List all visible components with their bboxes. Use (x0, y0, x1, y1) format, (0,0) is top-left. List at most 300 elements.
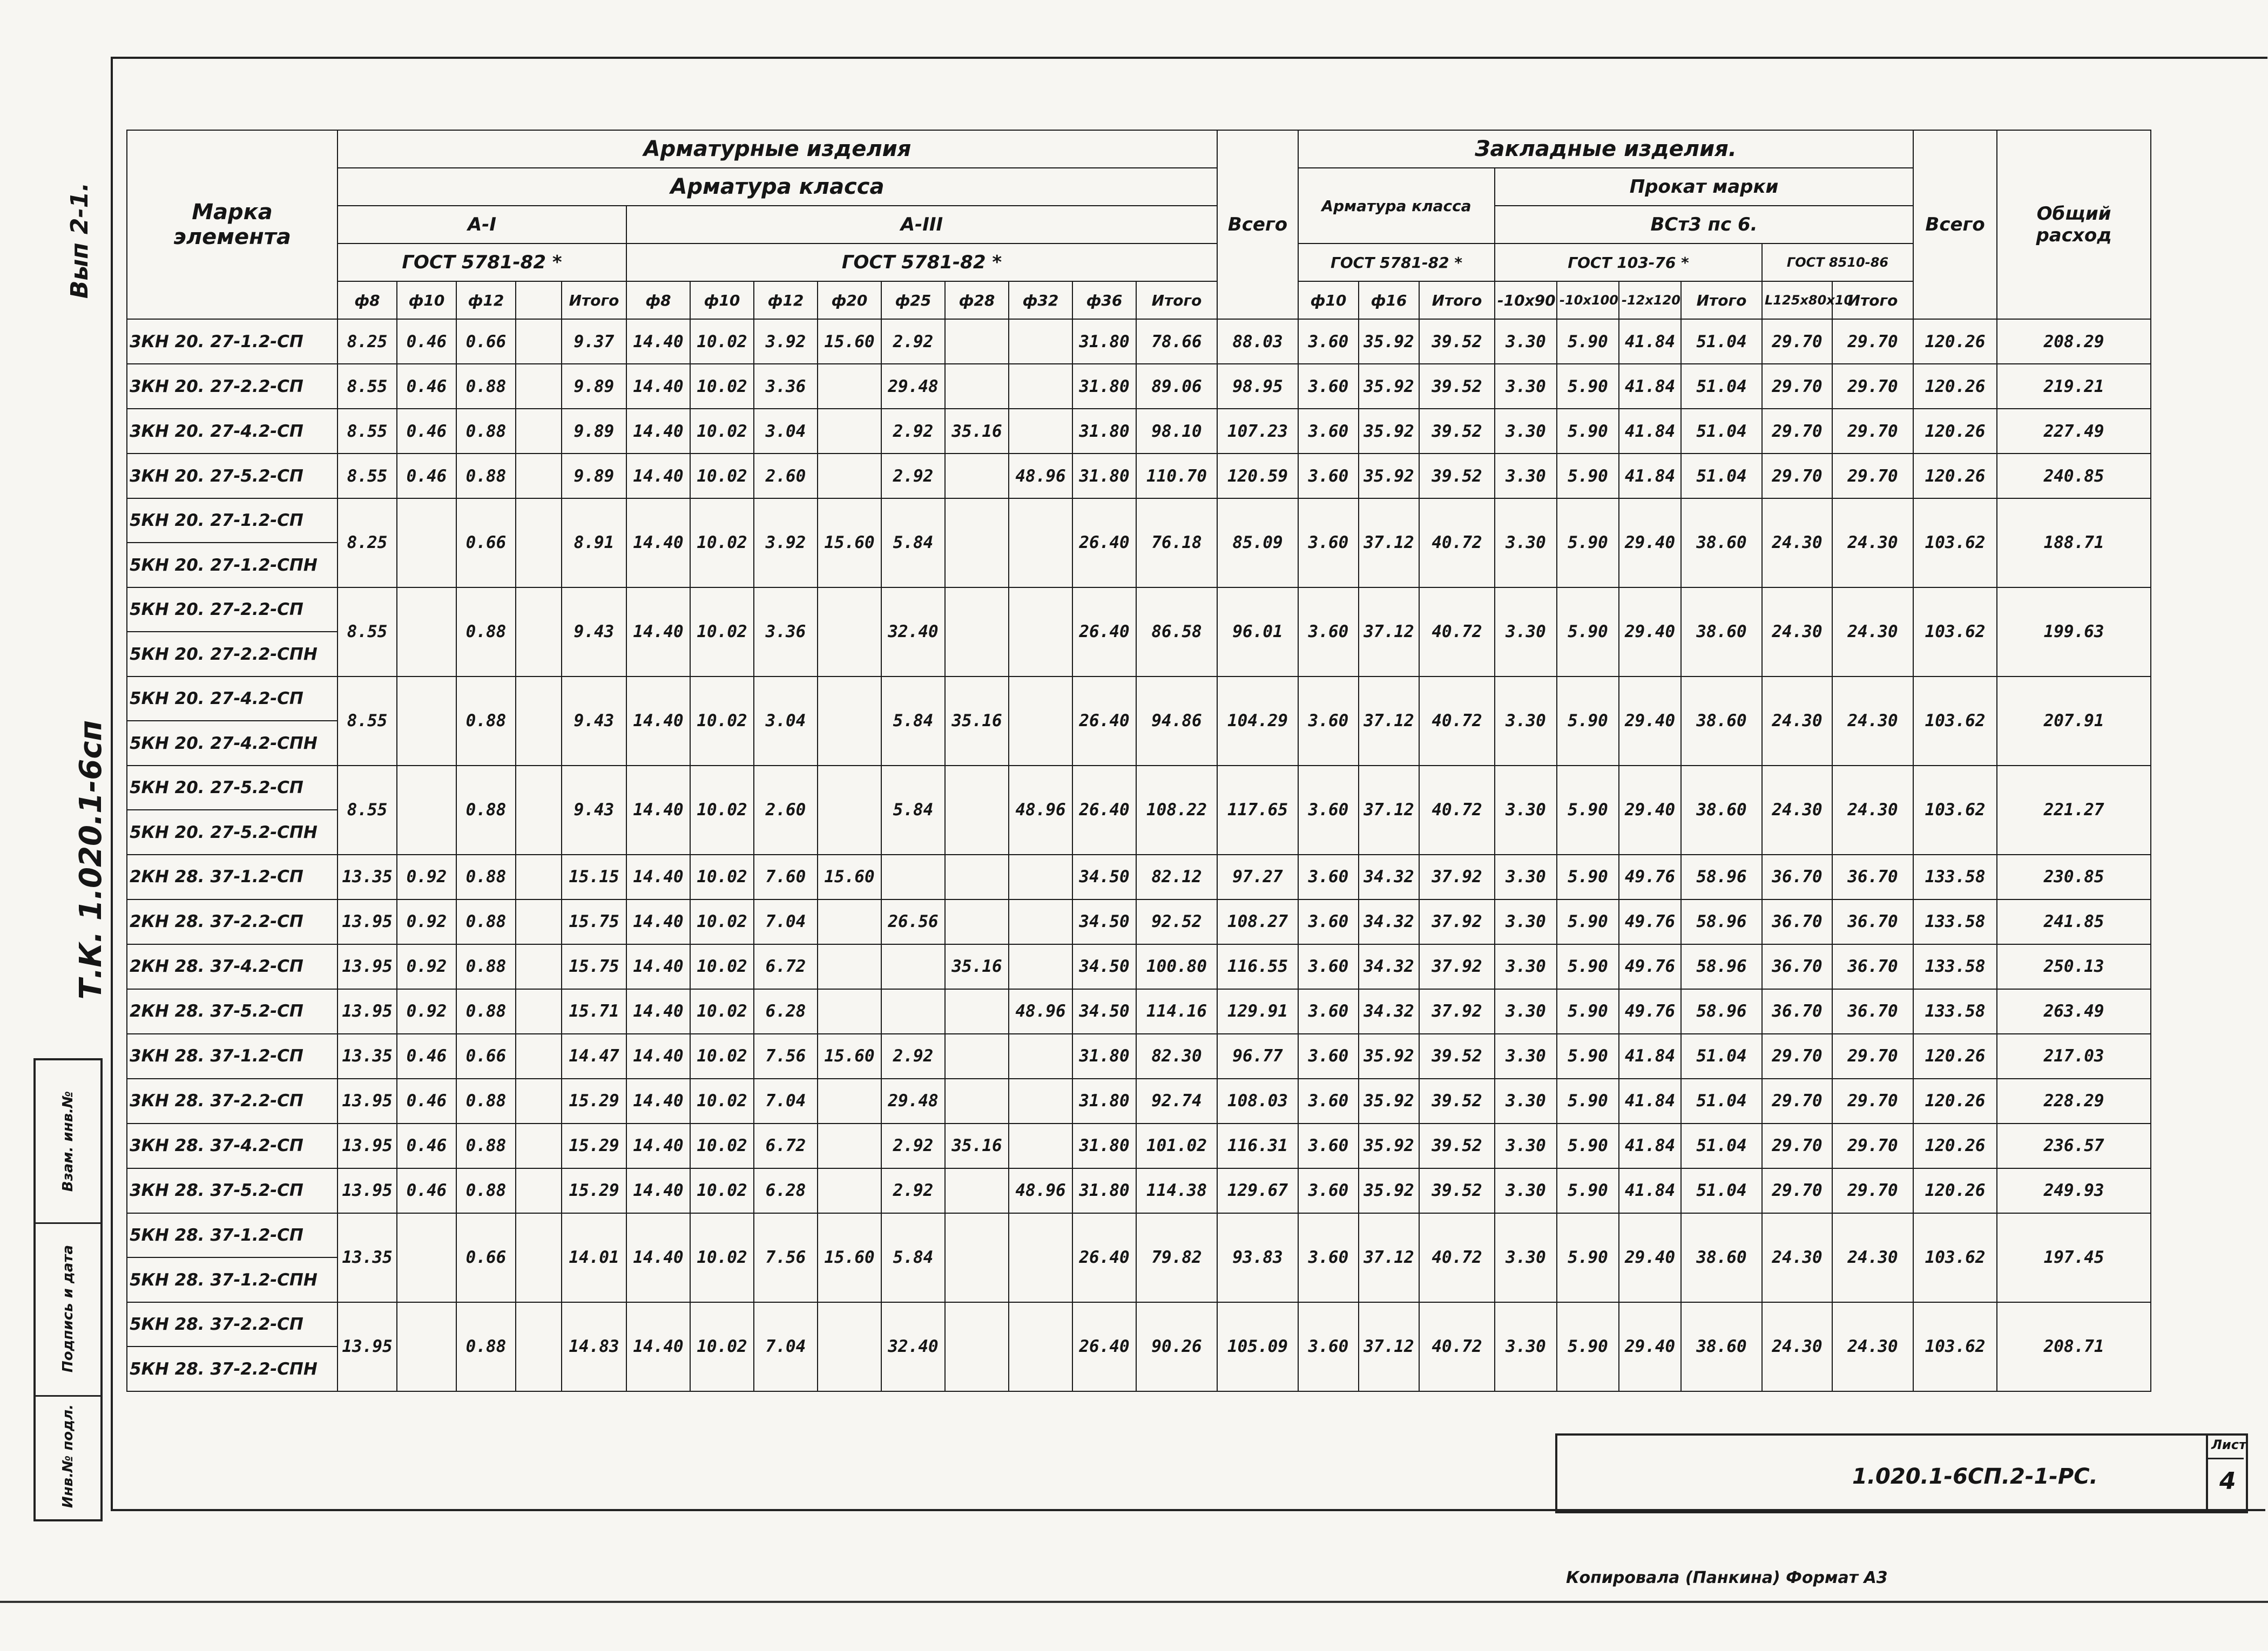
table-row (127, 587, 2151, 632)
table-cell: 41.84 (1619, 1168, 1681, 1213)
table-cell: 0.88 (456, 1168, 516, 1213)
element-mark: 5КН 28. 37-2.2-СПН (127, 1346, 338, 1391)
table-cell: 29.70 (1762, 1124, 1832, 1168)
stamp-text: Инв.№ подл. (60, 1404, 77, 1508)
table-cell: 5.90 (1557, 1302, 1619, 1391)
series-label: Т.К. 1.020.1-6сп (73, 720, 109, 1000)
table-cell: 82.12 (1136, 855, 1217, 899)
table-cell: 14.40 (626, 676, 690, 766)
trim-line (0, 1601, 2268, 1603)
table-cell: 29.70 (1832, 319, 1913, 364)
sub-col-header: ф16 (1359, 281, 1419, 319)
table-cell: 0.88 (456, 364, 516, 409)
sub-col-header: ф10 (397, 281, 456, 319)
table-cell: 10.02 (690, 989, 754, 1034)
table-cell: 5.84 (881, 676, 945, 766)
table-cell: 208.71 (1997, 1302, 2151, 1391)
table-cell: 51.04 (1681, 409, 1762, 454)
table-cell: 108.27 (1217, 899, 1298, 944)
header-rebar-products: Арматурные изделия (338, 130, 1217, 168)
table-cell: 5.84 (881, 1213, 945, 1302)
table-cell: 3.30 (1495, 319, 1557, 364)
table-cell (881, 855, 945, 899)
table-cell: 39.52 (1419, 1034, 1495, 1079)
element-mark: 5КН 20. 27-1.2-СПН (127, 543, 338, 587)
table-cell: 14.47 (562, 1034, 626, 1079)
table-cell: 37.12 (1359, 676, 1419, 766)
table-cell: 13.95 (338, 944, 397, 989)
table-cell (516, 409, 562, 454)
table-cell (516, 1213, 562, 1302)
header-embedded: Закладные изделия. (1298, 130, 1913, 168)
table-cell: 26.40 (1072, 1213, 1136, 1302)
table-cell (516, 855, 562, 899)
table-cell: 103.62 (1913, 1302, 1997, 1391)
table-cell: 116.31 (1217, 1124, 1298, 1168)
table-cell: 0.46 (397, 1124, 456, 1168)
table-cell: 207.91 (1997, 676, 2151, 766)
document-code: 1.020.1-6СП.2-1-РС. (1852, 1464, 2098, 1489)
table-cell: 5.90 (1557, 454, 1619, 498)
table-cell: 0.88 (456, 1079, 516, 1124)
table-cell: 41.84 (1619, 409, 1681, 454)
table-cell: 3.30 (1495, 1079, 1557, 1124)
table-cell (1009, 319, 1072, 364)
table-cell: 40.72 (1419, 766, 1495, 855)
table-cell: 5.90 (1557, 899, 1619, 944)
table-cell: 117.65 (1217, 766, 1298, 855)
table-cell: 36.70 (1832, 944, 1913, 989)
table-cell: 15.75 (562, 899, 626, 944)
table-cell: 35.92 (1359, 364, 1419, 409)
table-cell (516, 454, 562, 498)
element-mark: 5КН 20. 27-4.2-СП (127, 676, 338, 721)
table-row (127, 676, 2151, 721)
table-cell (945, 855, 1009, 899)
table-cell: 35.16 (945, 1124, 1009, 1168)
table-cell: 40.72 (1419, 587, 1495, 676)
table-cell: 241.85 (1997, 899, 2151, 944)
table-cell: 14.40 (626, 899, 690, 944)
table-cell: 24.30 (1762, 1213, 1832, 1302)
table-cell: 94.86 (1136, 676, 1217, 766)
table-cell (516, 319, 562, 364)
table-cell: 36.70 (1832, 899, 1913, 944)
sub-column-headers (127, 281, 2151, 319)
table-cell: 208.29 (1997, 319, 2151, 364)
table-cell: 120.26 (1913, 319, 1997, 364)
table-row (127, 1079, 2151, 1124)
approval-stamp (33, 1058, 103, 1521)
table-cell: 7.56 (754, 1213, 818, 1302)
table-cell: 26.40 (1072, 766, 1136, 855)
table-cell: 40.72 (1419, 498, 1495, 587)
table-cell: 48.96 (1009, 766, 1072, 855)
table-cell: 3.30 (1495, 899, 1557, 944)
table-cell (397, 1213, 456, 1302)
table-cell: 0.88 (456, 587, 516, 676)
table-cell: 15.15 (562, 855, 626, 899)
table-cell: 40.72 (1419, 1213, 1495, 1302)
table-cell: 39.52 (1419, 364, 1495, 409)
table-cell: 78.66 (1136, 319, 1217, 364)
table-cell: 2.60 (754, 454, 818, 498)
element-mark: 5КН 20. 27-4.2-СПН (127, 721, 338, 765)
table-cell (818, 944, 881, 989)
table-cell: 39.52 (1419, 409, 1495, 454)
table-cell: 14.40 (626, 1213, 690, 1302)
table-cell (516, 587, 562, 676)
col-header-mark: Марка элемента (127, 130, 338, 319)
table-cell (397, 676, 456, 766)
table-cell: 31.80 (1072, 454, 1136, 498)
table-cell: 8.55 (338, 454, 397, 498)
element-mark: 2КН 28. 37-1.2-СП (127, 855, 338, 899)
table-cell: 96.77 (1217, 1034, 1298, 1079)
table-cell: 35.92 (1359, 1168, 1419, 1213)
table-cell: 26.40 (1072, 676, 1136, 766)
table-cell: 120.26 (1913, 1168, 1997, 1213)
table-cell: 36.70 (1832, 989, 1913, 1034)
table-cell: 8.55 (338, 409, 397, 454)
table-cell: 41.84 (1619, 319, 1681, 364)
table-cell: 38.60 (1681, 766, 1762, 855)
sub-col-header: ф32 (1009, 281, 1072, 319)
element-mark: 5КН 20. 27-5.2-СП (127, 766, 338, 810)
table-row (127, 1124, 2151, 1168)
table-cell: 103.62 (1913, 676, 1997, 766)
table-cell: 3.60 (1298, 899, 1359, 944)
table-cell: 0.88 (456, 1124, 516, 1168)
table-cell: 29.70 (1762, 319, 1832, 364)
table-cell: 31.80 (1072, 1168, 1136, 1213)
table-cell: 3.30 (1495, 1034, 1557, 1079)
table-cell: 3.30 (1495, 1168, 1557, 1213)
table-cell: 10.02 (690, 766, 754, 855)
table-cell: 24.30 (1832, 766, 1913, 855)
table-cell: 101.02 (1136, 1124, 1217, 1168)
table-cell: 35.92 (1359, 1124, 1419, 1168)
table-cell: 14.40 (626, 319, 690, 364)
table-cell: 5.90 (1557, 409, 1619, 454)
table-cell: 3.30 (1495, 1302, 1557, 1391)
table-cell: 34.50 (1072, 855, 1136, 899)
table-cell: 24.30 (1832, 1213, 1913, 1302)
table-cell: 2.92 (881, 409, 945, 454)
table-cell: 6.72 (754, 944, 818, 989)
sheet-label: Лист (2211, 1437, 2246, 1452)
table-cell: 7.56 (754, 1034, 818, 1079)
sub-col-header (516, 281, 562, 319)
table-cell: 90.26 (1136, 1302, 1217, 1391)
table-cell: 26.40 (1072, 498, 1136, 587)
table-cell: 24.30 (1832, 1302, 1913, 1391)
table-cell: 39.52 (1419, 319, 1495, 364)
table-cell: 10.02 (690, 454, 754, 498)
sub-col-header: ф36 (1072, 281, 1136, 319)
table-cell: 3.30 (1495, 676, 1557, 766)
table-cell: 38.60 (1681, 587, 1762, 676)
table-cell: 3.30 (1495, 1124, 1557, 1168)
table-cell: 7.04 (754, 899, 818, 944)
table-cell (818, 409, 881, 454)
table-cell: 197.45 (1997, 1213, 2151, 1302)
table-cell (945, 498, 1009, 587)
table-cell: 49.76 (1619, 989, 1681, 1034)
table-cell: 10.02 (690, 944, 754, 989)
table-cell: 98.10 (1136, 409, 1217, 454)
table-cell: 13.95 (338, 1302, 397, 1391)
table-cell: 29.40 (1619, 498, 1681, 587)
col-header-overall: Общий расход (1997, 130, 2151, 319)
table-cell: 3.30 (1495, 1213, 1557, 1302)
table-cell: 29.48 (881, 1079, 945, 1124)
table-cell (1009, 899, 1072, 944)
table-cell: 32.40 (881, 1302, 945, 1391)
table-cell: 15.29 (562, 1124, 626, 1168)
table-cell: 108.03 (1217, 1079, 1298, 1124)
table-cell: 0.92 (397, 989, 456, 1034)
table-cell: 3.30 (1495, 498, 1557, 587)
table-row (127, 364, 2151, 409)
table-cell: 97.27 (1217, 855, 1298, 899)
table-cell: 24.30 (1762, 1302, 1832, 1391)
table-cell: 48.96 (1009, 454, 1072, 498)
table-cell (818, 1168, 881, 1213)
stamp-text: Взам. инв.№ (60, 1091, 77, 1192)
table-cell: 0.88 (456, 409, 516, 454)
table-cell: 29.70 (1762, 364, 1832, 409)
table-cell: 3.30 (1495, 766, 1557, 855)
table-cell: 9.89 (562, 364, 626, 409)
table-cell: 31.80 (1072, 1034, 1136, 1079)
table-cell: 3.30 (1495, 454, 1557, 498)
sheet-box-divider (2206, 1433, 2208, 1509)
header-gost-103: ГОСТ 103-76 * (1495, 243, 1762, 281)
table-cell: 5.90 (1557, 676, 1619, 766)
table-cell: 29.40 (1619, 1213, 1681, 1302)
table-cell: 5.90 (1557, 766, 1619, 855)
table-cell: 263.49 (1997, 989, 2151, 1034)
table-cell: 108.22 (1136, 766, 1217, 855)
stamp-cell-replace (36, 1060, 100, 1224)
table-cell: 86.58 (1136, 587, 1217, 676)
element-mark: 3КН 20. 27-2.2-СП (127, 364, 338, 409)
table-cell: 249.93 (1997, 1168, 2151, 1213)
table-cell: 228.29 (1997, 1079, 2151, 1124)
table-cell (881, 989, 945, 1034)
header-gost-a3: ГОСТ 5781-82 * (626, 243, 1217, 281)
table-cell: 15.60 (818, 855, 881, 899)
table-cell: 34.32 (1359, 944, 1419, 989)
sub-col-header: ф20 (818, 281, 881, 319)
table-cell: 51.04 (1681, 1124, 1762, 1168)
table-cell: 51.04 (1681, 319, 1762, 364)
table-cell: 10.02 (690, 319, 754, 364)
table-cell: 29.48 (881, 364, 945, 409)
table-cell: 10.02 (690, 1124, 754, 1168)
table-cell: 2.92 (881, 454, 945, 498)
table-cell: 14.40 (626, 454, 690, 498)
table-cell: 89.06 (1136, 364, 1217, 409)
table-cell: 58.96 (1681, 989, 1762, 1034)
table-cell: 0.88 (456, 766, 516, 855)
table-row (127, 944, 2151, 989)
table-cell (1009, 944, 1072, 989)
table-cell: 114.16 (1136, 989, 1217, 1034)
table-cell: 39.52 (1419, 1079, 1495, 1124)
table-cell (818, 899, 881, 944)
table-cell: 14.40 (626, 1302, 690, 1391)
table-cell: 120.26 (1913, 364, 1997, 409)
table-cell (945, 587, 1009, 676)
table-cell (1009, 1079, 1072, 1124)
table-cell: 0.46 (397, 1079, 456, 1124)
table-cell: 15.29 (562, 1168, 626, 1213)
table-cell: 129.91 (1217, 989, 1298, 1034)
table-cell: 8.55 (338, 676, 397, 766)
table-cell: 120.26 (1913, 409, 1997, 454)
table-cell (397, 498, 456, 587)
table-cell: 29.70 (1832, 1034, 1913, 1079)
table-cell: 5.90 (1557, 1034, 1619, 1079)
table-cell: 38.60 (1681, 676, 1762, 766)
table-cell: 3.04 (754, 409, 818, 454)
table-cell: 0.46 (397, 409, 456, 454)
table-cell: 2.60 (754, 766, 818, 855)
table-cell: 3.30 (1495, 944, 1557, 989)
table-cell: 8.91 (562, 498, 626, 587)
table-cell: 3.60 (1298, 409, 1359, 454)
col-header-emb-total: Всего (1913, 130, 1997, 319)
table-cell: 51.04 (1681, 1079, 1762, 1124)
table-cell: 0.46 (397, 1034, 456, 1079)
table-cell: 29.70 (1832, 1168, 1913, 1213)
table-row (127, 989, 2151, 1034)
table-cell: 10.02 (690, 587, 754, 676)
table-cell: 6.72 (754, 1124, 818, 1168)
table-cell: 38.60 (1681, 1302, 1762, 1391)
table-cell: 24.30 (1762, 498, 1832, 587)
table-row (127, 766, 2151, 810)
table-cell: 48.96 (1009, 989, 1072, 1034)
table-cell: 13.95 (338, 1079, 397, 1124)
sub-col-header: ф25 (881, 281, 945, 319)
table-cell: 100.80 (1136, 944, 1217, 989)
table-cell: 9.89 (562, 409, 626, 454)
table-cell: 3.60 (1298, 944, 1359, 989)
header-gost-8510: ГОСТ 8510-86 (1762, 243, 1913, 281)
table-cell (516, 766, 562, 855)
table-cell (945, 1034, 1009, 1079)
table-cell (516, 989, 562, 1034)
table-cell: 0.66 (456, 498, 516, 587)
table-cell: 35.16 (945, 676, 1009, 766)
table-cell: 36.70 (1762, 899, 1832, 944)
table-cell: 35.92 (1359, 409, 1419, 454)
table-cell: 217.03 (1997, 1034, 2151, 1079)
table-cell: 9.43 (562, 587, 626, 676)
table-cell: 3.30 (1495, 587, 1557, 676)
table-cell: 3.60 (1298, 989, 1359, 1034)
table-cell: 35.92 (1359, 454, 1419, 498)
table-cell: 24.30 (1832, 587, 1913, 676)
table-cell (1009, 1302, 1072, 1391)
table-cell: 14.40 (626, 364, 690, 409)
table-cell: 103.62 (1913, 1213, 1997, 1302)
table-cell: 10.02 (690, 498, 754, 587)
table-cell: 3.04 (754, 676, 818, 766)
element-mark: 3КН 28. 37-5.2-СП (127, 1168, 338, 1213)
table-cell: 0.88 (456, 944, 516, 989)
table-cell: 5.84 (881, 498, 945, 587)
table-cell (945, 989, 1009, 1034)
table-cell: 7.04 (754, 1302, 818, 1391)
sub-col-header: Итого (1419, 281, 1495, 319)
table-cell: 2.92 (881, 1034, 945, 1079)
table-cell: 24.30 (1762, 587, 1832, 676)
table-cell: 3.30 (1495, 855, 1557, 899)
table-cell: 0.88 (456, 989, 516, 1034)
table-row (127, 1034, 2151, 1079)
table-row (127, 1168, 2151, 1213)
table-cell: 38.60 (1681, 498, 1762, 587)
table-cell: 250.13 (1997, 944, 2151, 989)
table-cell: 3.60 (1298, 1124, 1359, 1168)
table-cell: 38.60 (1681, 1213, 1762, 1302)
table-cell (945, 319, 1009, 364)
table-cell: 5.90 (1557, 1124, 1619, 1168)
table-cell: 104.29 (1217, 676, 1298, 766)
table-cell: 6.28 (754, 989, 818, 1034)
table-cell: 0.46 (397, 319, 456, 364)
table-cell: 133.58 (1913, 855, 1997, 899)
table-cell: 110.70 (1136, 454, 1217, 498)
table-cell (945, 1213, 1009, 1302)
table-cell: 15.60 (818, 1034, 881, 1079)
table-cell: 34.50 (1072, 899, 1136, 944)
table-cell: 13.35 (338, 855, 397, 899)
table-cell: 103.62 (1913, 766, 1997, 855)
table-cell: 35.92 (1359, 1079, 1419, 1124)
table-cell: 3.60 (1298, 1079, 1359, 1124)
table-cell: 8.25 (338, 319, 397, 364)
table-cell: 221.27 (1997, 766, 2151, 855)
element-mark: 2КН 28. 37-5.2-СП (127, 989, 338, 1034)
sub-col-header: -12х120 (1619, 281, 1681, 319)
table-cell (818, 989, 881, 1034)
table-cell: 37.92 (1419, 899, 1495, 944)
table-cell (945, 364, 1009, 409)
table-cell: 13.95 (338, 1168, 397, 1213)
sub-col-header: ф12 (754, 281, 818, 319)
sub-col-header: Итого (562, 281, 626, 319)
table-cell: 5.90 (1557, 944, 1619, 989)
table-cell: 14.01 (562, 1213, 626, 1302)
table-cell: 0.66 (456, 319, 516, 364)
table-cell: 5.90 (1557, 989, 1619, 1034)
table-cell: 3.60 (1298, 454, 1359, 498)
table-cell (516, 364, 562, 409)
table-cell (516, 944, 562, 989)
table-cell: 13.95 (338, 1124, 397, 1168)
table-cell: 92.52 (1136, 899, 1217, 944)
table-cell: 29.70 (1832, 1079, 1913, 1124)
table-cell: 14.40 (626, 855, 690, 899)
table-cell: 120.26 (1913, 454, 1997, 498)
table-cell: 37.12 (1359, 766, 1419, 855)
sub-col-header: -10х100 (1557, 281, 1619, 319)
